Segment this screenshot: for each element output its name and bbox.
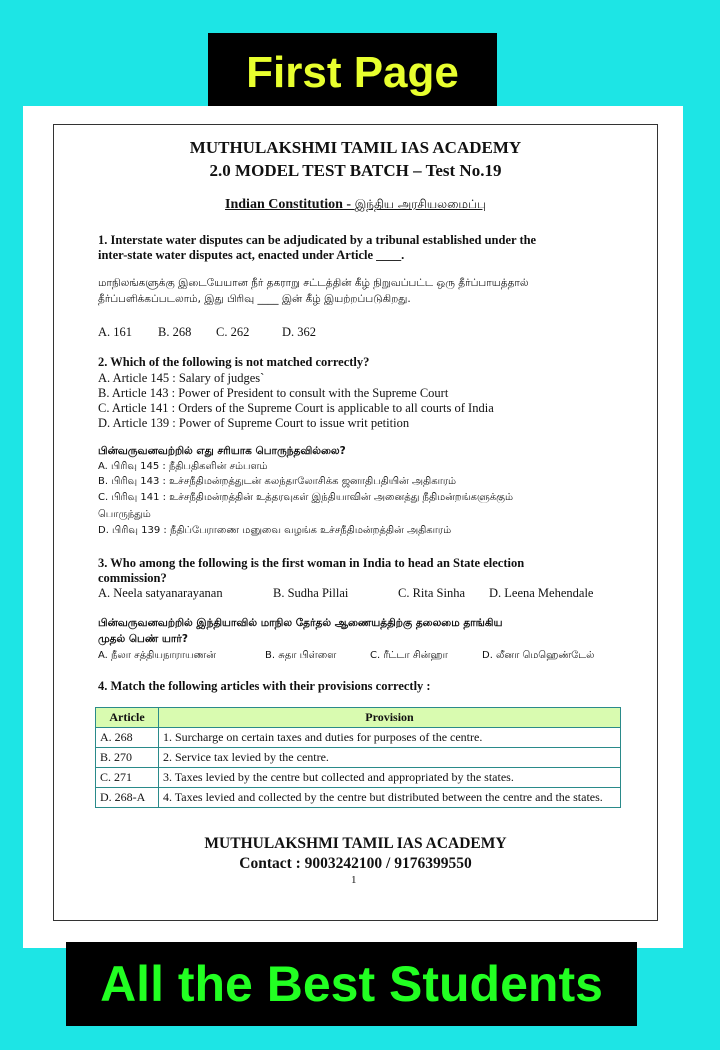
q2-text: 2. Which of the following is not matched correctly? (98, 355, 370, 369)
q1-option-a: A. 161 (98, 325, 133, 339)
section-heading (53, 197, 658, 213)
table-header-row (96, 708, 621, 728)
academy-title: MUTHULAKSHMI TAMIL IAS ACADEMY (189, 138, 522, 157)
section-heading-tamil: இந்திய அரசியலமைப்பு (354, 197, 486, 211)
q2-tamil-option-c: C. பிரிவு 141 : உச்சநீதிமன்றத்தின் உத்தரவுகள் இந்தியாவின் அனைத்து நீதிமன்றங்களுக்கும் (98, 492, 514, 503)
bottom-banner (66, 942, 637, 1026)
table-header-provision: Provision (159, 708, 621, 728)
table-cell-article: D. 268-A (96, 788, 159, 808)
table-cell-article: C. 271 (96, 768, 159, 788)
q1-option-b: B. 268 (158, 325, 192, 339)
top-banner-text: First Page (246, 47, 459, 97)
q2-tamil-option-a: A. பிரிவு 145 : நீதிபதிகளின் சம்பளம் (98, 461, 268, 472)
q3-option-a: A. Neela satyanarayanan (98, 586, 223, 600)
q1-text-line1: 1. Interstate water disputes can be adjudicated by a tribunal established under the (98, 233, 537, 247)
q3-text-line2: commission? (98, 571, 167, 585)
table-cell-provision: 3. Taxes levied by the centre but collected and appropriated by the states. (159, 768, 621, 788)
section-heading-english: Indian Constitution - (225, 197, 355, 212)
q1-tamil-line1: மாநிலங்களுக்கு இடையேயான நீர் தகராறு சட்டத்தின் கீழ் நிறுவப்பட்ட ஒரு தீர்ப்பாயத்தால் (98, 277, 529, 289)
q2-option-a: A. Article 145 : Salary of judges` (98, 371, 265, 385)
test-title: 2.0 MODEL TEST BATCH – Test No.19 (209, 161, 502, 180)
q1-option-c: C. 262 (216, 325, 250, 339)
q3-option-b: B. Sudha Pillai (273, 586, 349, 600)
footer-academy: MUTHULAKSHMI TAMIL IAS ACADEMY (204, 835, 507, 852)
q3-tamil-option-c: C. ரீட்டா சின்ஹா (370, 650, 448, 661)
q2-option-b: B. Article 143 : Power of President to consult with the Supreme Court (98, 386, 449, 400)
bottom-banner-text: All the Best Students (100, 956, 603, 1012)
q2-tamil-text: பின்வருவனவற்றில் எது சரியாக பொருந்தவில்லை? (98, 445, 346, 457)
table-row (96, 768, 621, 788)
q3-text-line1: 3. Who among the following is the first woman in India to head an State election (98, 556, 525, 570)
q2-tamil-option-b: B. பிரிவு 143 : உச்சநீதிமன்றத்துடன் கலந்தாலோசிக்க ஜனாதிபதியின் அதிகாரம் (98, 476, 457, 487)
q1-text-line2: inter-state water disputes act, enacted under Article ____. (98, 248, 405, 262)
q2-tamil-option-c-cont: பொருந்தும் (98, 509, 151, 520)
table-row (96, 788, 621, 808)
page-number: 1 (351, 874, 357, 886)
table-cell-provision: 2. Service tax levied by the centre. (159, 748, 621, 768)
q3-option-d: D. Leena Mehendale (489, 586, 594, 600)
table-row (96, 728, 621, 748)
q3-option-c: C. Rita Sinha (398, 586, 466, 600)
q3-tamil-option-d: D. லீனா மெஹெண்டேல் (482, 650, 595, 661)
match-table (95, 707, 621, 808)
table-cell-article: A. 268 (96, 728, 159, 748)
q2-tamil-option-d: D. பிரிவு 139 : நீதிப்பேராணை மனுவை வழங்க உச்சநீதிமன்றத்தின் அதிகாரம் (98, 525, 452, 536)
table-cell-provision: 4. Taxes levied and collected by the centre but distributed between the centre and the states. (159, 788, 621, 808)
q1-option-d: D. 362 (282, 325, 317, 339)
q3-tamil-line1: பின்வருவனவற்றில் இந்தியாவில் மாநில தேர்தல் ஆணையத்திற்கு தலைமை தாங்கிய (98, 617, 503, 629)
q4-text: 4. Match the following articles with their provisions correctly : (98, 679, 431, 693)
q1-tamil-line2: தீர்ப்பளிக்கப்படலாம், இது பிரிவு ____ இன் கீழ் இயற்றப்படுகிறது. (98, 293, 411, 305)
q2-option-c: C. Article 141 : Orders of the Supreme Court is applicable to all courts of India (98, 401, 494, 415)
q3-tamil-line2: முதல் பெண் யார்? (98, 633, 188, 645)
footer-contact: Contact : 9003242100 / 9176399550 (239, 855, 472, 872)
table-cell-article: B. 270 (96, 748, 159, 768)
table-header-article: Article (96, 708, 159, 728)
q3-tamil-option-b: B. சுதா பிள்ளை (265, 650, 337, 661)
q2-option-d: D. Article 139 : Power of Supreme Court to issue writ petition (98, 416, 410, 430)
q3-tamil-option-a: A. நீலா சத்தியநாராயணன் (98, 650, 216, 661)
table-row (96, 748, 621, 768)
table-cell-provision: 1. Surcharge on certain taxes and duties for purposes of the centre. (159, 728, 621, 748)
top-banner (208, 33, 497, 112)
